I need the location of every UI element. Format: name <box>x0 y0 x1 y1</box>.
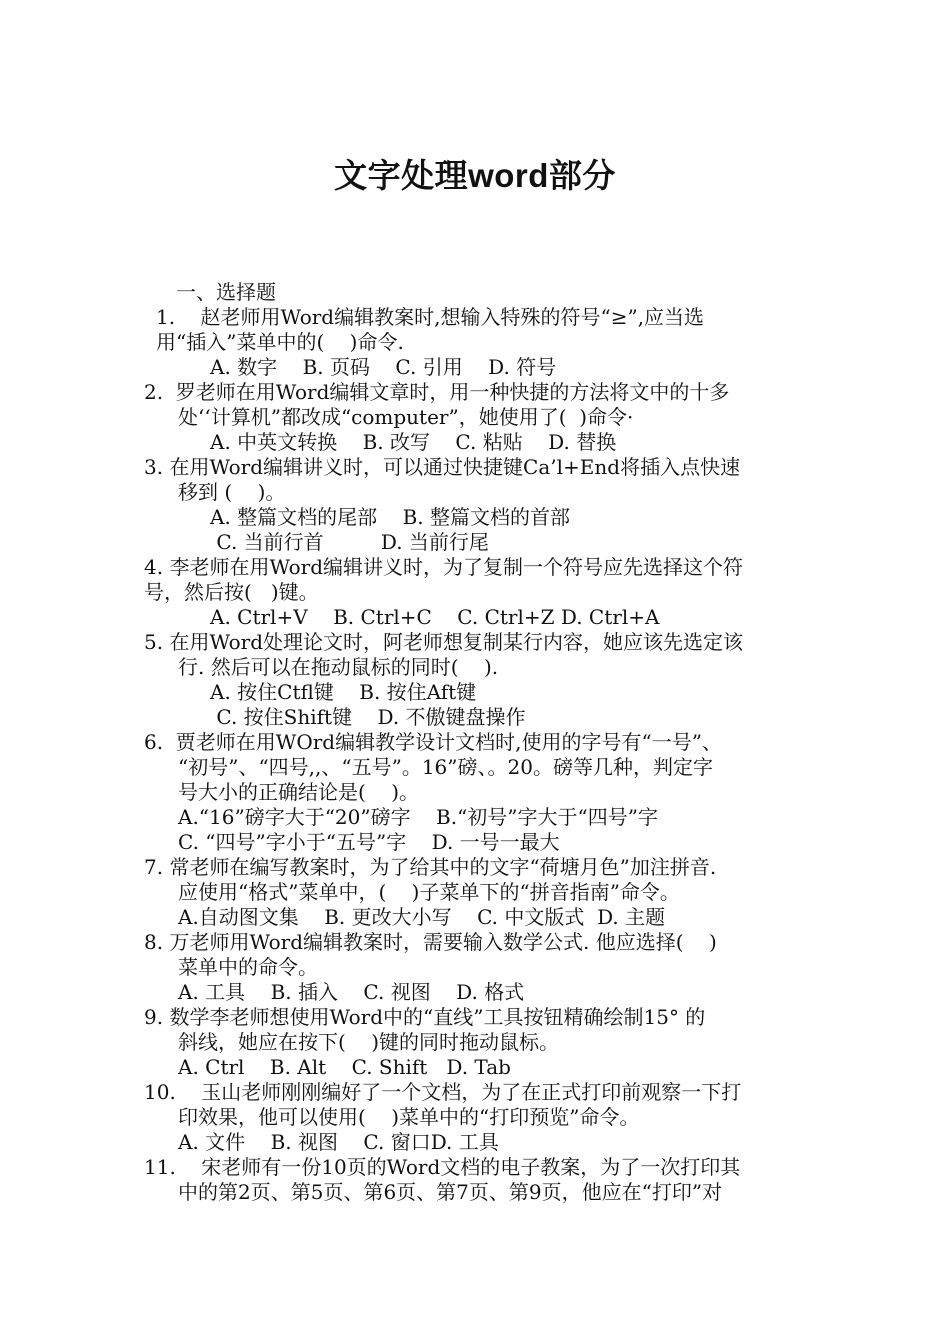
text-line: A. 数字 B. 页码 C. 引用 D. 符号 <box>210 355 557 379</box>
text-line: 应使用“格式”菜单中，( )子菜单下的“拼音指南”命令。 <box>178 880 680 904</box>
text-line: A. 按住Ctfl键 B. 按住Aft键 <box>210 680 477 704</box>
text-line: 号大小的正确结论是( )。 <box>178 780 420 804</box>
text-line: 8. 万老师用Word编辑教案时，需要输入数学公式. 他应选择( ) <box>144 930 717 954</box>
text-line: A. 工具 B. 插入 C. 视图 D. 格式 <box>178 980 525 1004</box>
text-line: A. 整篇文档的尾部 B. 整篇文档的首部 <box>210 505 570 529</box>
text-line: 3. 在用Word编辑讲义时，可以通过快捷键Ca’l+End将插入点快速 <box>144 455 741 479</box>
text-line: 印效果，他可以使用( )菜单中的“打印预览”命令。 <box>178 1105 640 1129</box>
text-line: 移到 ( )。 <box>178 480 286 504</box>
text-line: 10. 玉山老师刚刚编好了一个文档，为了在正式打印前观察一下打 <box>144 1080 742 1104</box>
text-line: C. 当前行首 D. 当前行尾 <box>210 530 489 554</box>
text-line: 9. 数学李老师想使用Word中的“直线”工具按钮精确绘制15° 的 <box>144 1005 706 1029</box>
text-line: 处‘‘计算机”都改成“computer”，她使用了( )命令· <box>178 405 634 429</box>
text-line: A.“16”磅字大于“20”磅字 B.“初号”字大于“四号”字 <box>178 805 658 829</box>
text-line: A. 中英文转换 B. 改写 C. 粘贴 D. 替换 <box>210 430 617 454</box>
text-line: A. Ctrl B. Alt C. Shift D. Tab <box>178 1055 511 1079</box>
text-line: C. 按住Shift键 D. 不傲键盘操作 <box>210 705 526 729</box>
document-title: 文字处理word部分 <box>334 157 616 194</box>
document-body <box>0 280 950 1205</box>
text-line: 菜单中的命令。 <box>178 955 318 979</box>
text-line: 2. 罗老师在用Word编辑文章时，用一种快捷的方法将文中的十多 <box>144 380 730 404</box>
text-line: 6. 贾老师在用WOrd编辑教学设计文档时,使用的字号有“一号”、 <box>144 730 722 754</box>
text-line: A. Ctrl+V B. Ctrl+C C. Ctrl+Z D. Ctrl+A <box>210 605 660 629</box>
text-line: A.自动图文集 B. 更改大小写 C. 中文版式 D. 主题 <box>178 905 666 929</box>
text-line: 4. 李老师在用Word编辑讲义时，为了复制一个符号应先选择这个符 <box>144 555 744 579</box>
text-line: 11. 宋老师有一份10页的Word文档的电子教案，为了一次打印其 <box>144 1155 741 1179</box>
text-line: 1. 赵老师用Word编辑教案时,想输入特殊的符号“≥”,应当选 <box>156 305 705 329</box>
text-line: 斜线，她应在按下( )键的同时拖动鼠标。 <box>178 1030 560 1054</box>
text-line: 7. 常老师在编写教案时，为了给其中的文字“荷塘月色”加注拼音. <box>144 855 717 879</box>
text-line: 5. 在用Word处理论文时，阿老师想复制某行内容，她应该先选定该 <box>144 630 744 654</box>
text-line: “初号”、“四号,,、“五号”。16”磅、。20。磅等几种，判定字 <box>178 755 713 779</box>
text-line: 号，然后按( )键。 <box>144 580 319 604</box>
text-line: C. “四号”字小于“五号”字 D. 一号一最大 <box>178 830 560 854</box>
text-line: A. 文件 B. 视图 C. 窗口D. 工具 <box>178 1130 499 1154</box>
text-line: 用“插入”菜单中的( )命令. <box>156 330 404 354</box>
text-line: 中的第2页、第5页、第6页、第7页、第9页，他应在“打印”对 <box>178 1180 723 1204</box>
text-line: 行. 然后可以在拖动鼠标的同时( ). <box>178 655 499 679</box>
text-line: 一、选择题 <box>176 280 276 304</box>
